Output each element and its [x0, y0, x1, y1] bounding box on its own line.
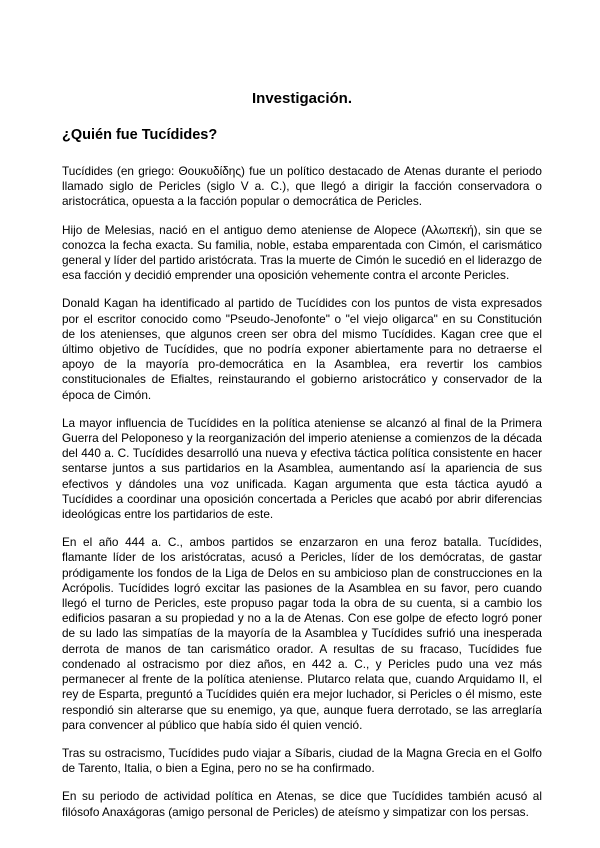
paragraph-kagan: Donald Kagan ha identificado al partido de Tucídides con los puntos de vista expresados por el escritor conocido como "Pseudo-Jenofonte" o "el viejo oligarca" en su Constitución de los atenienses, que algunos creen ser obra del mismo Tucídides. Kagan cree que el último objetivo de Tucídides, que no podría exponer abiertamente para no detraerse el apoyo de la mayoría pro-democrática en la Asamblea, era revertir los cambios constitucionales de Efialtes, reinstaurando el gobierno aristocrático y conservador de la época de Cimón. [62, 296, 542, 402]
document-title: Investigación. [251, 90, 353, 107]
paragraph-anaxagoras: En su periodo de actividad política en Atenas, se dice que Tucídides también acusó al filósofo Anaxágoras (amigo personal de Pericles) de ateísmo y simpatizar con los persas. [62, 789, 542, 819]
paragraph-battle: En el año 444 a. C., ambos partidos se enzarzaron en una feroz batalla. Tucídides, flamante líder de los aristócratas, acusó a Pericles, líder de los demócratas, de gastar pródigamente los fondos de la Liga de Delos en su ambicioso plan de construcciones en la Acrópolis. Tucídides logró excitar las pasiones de la Asamblea en su favor, pero cuando llegó el turno de Pericles, este propuso pagar toda la obra de su cuenta, si a cambio los edificios pasaran a su propiedad y no a la de Atenas. Con ese golpe de efecto logró poner de su lado las simpatías de la mayoría de la Asamblea y Tucídides sufrió una inesperada derrota de manos de tan carismático orador. A resultas de su fracaso, Tucídides fue condenado al ostracismo por diez años, en 442 a. C., y Pericles pudo una vez más permanecer al frente de la política ateniense. Plutarco relata que, cuando Arquidamo II, el rey de Esparta, preguntó a Tucídides quién era mejor luchador, si Pericles o él mismo, este respondió sin alterarse que su enemigo, ya que, aunque fuera derrotado, se las arreglaría para convencer al público que había sido él quien venció. [62, 535, 542, 732]
section-heading: ¿Quién fue Tucídides? [62, 127, 218, 143]
document-page [62, 90, 542, 833]
paragraph-intro: Tucídides (en griego: Θουκυδίδης) fue un político destacado de Atenas durante el periodo llamado siglo de Pericles (siglo V a. C.), que llegó a dirigir la facción conservadora o aristocrática, opuesta a la facción popular o democrática de Pericles. [62, 164, 542, 209]
paragraph-origin: Hijo de Melesias, nació en el antiguo demo ateniense de Alopece (Αλωπεκή), sin que se conozca la fecha exacta. Su familia, noble, estaba emparentada con Cimón, el carismático general y líder del partido aristócrata. Tras la muerte de Cimón le sucedió en el liderazgo de esa facción y decidió emprender una oposición vehemente contra el arconte Pericles. [62, 222, 542, 283]
paragraph-influence: La mayor influencia de Tucídides en la política ateniense se alcanzó al final de la Primera Guerra del Peloponeso y la reorganización del imperio ateniense a comienzos de la década del 440 a. C. Tucídides desarrolló una nueva y efectiva táctica política consistente en hacer sentarse juntos a sus partidarios en la Asamblea, aumentando así la apariencia de sus efectivos y dándoles una voz unificada. Kagan argumenta que esta táctica ayudó a Tucídides a coordinar una oposición concertada a Pericles que acabó por abrir diferencias ideológicas entre los partidarios de este. [62, 415, 542, 522]
paragraph-ostracism: Tras su ostracismo, Tucídides pudo viajar a Síbaris, ciudad de la Magna Grecia en el Golfo de Tarento, Italia, o bien a Egina, pero no se ha confirmado. [62, 745, 542, 776]
